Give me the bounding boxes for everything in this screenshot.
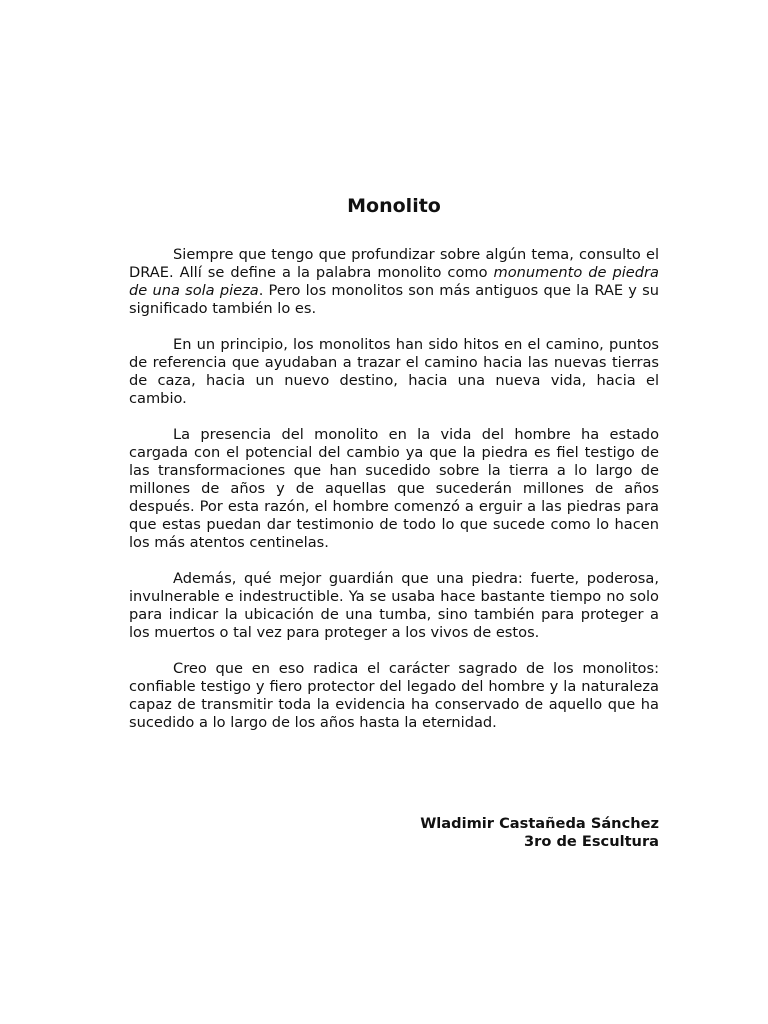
paragraph-4: Además, qué mejor guardián que una piedra: fuerte, poderosa, invulnerable e indestructible. Ya se usaba hace bastante tiempo no solo para indicar la ubicación de una tumba, sino también para proteger a los muertos o tal vez para proteger a los vivos de estos. xyxy=(129,570,659,641)
document-title: Monolito xyxy=(347,195,441,217)
author-role: 3ro de Escultura xyxy=(524,833,659,850)
signature-block xyxy=(420,815,659,851)
document-page xyxy=(129,193,659,850)
paragraph-5: Creo que en eso radica el carácter sagrado de los monolitos: confiable testigo y fiero protector del legado del hombre y la naturaleza capaz de transmitir toda la evidencia ha conservado de aquello que ha sucedido a lo largo de los años hasta la eternidad. xyxy=(129,660,659,731)
paragraph-2: En un principio, los monolitos han sido hitos en el camino, puntos de referencia que ayudaban a trazar el camino hacia las nuevas tierras de caza, hacia un nuevo destino, hacia una nueva vida, hacia el cambio. xyxy=(129,336,659,407)
paragraph-1-text-after: . Pero los monolitos son más antiguos que la RAE y su significado también lo es. xyxy=(129,282,659,317)
paragraph-3: La presencia del monolito en la vida del hombre ha estado cargada con el potencial del cambio ya que la piedra es fiel testigo de las transformaciones que han sucedido sobre la tierra a lo largo de millones de años y de aquellas que sucederán millones de años después. Por esta razón, el hombre comenzó a erguir a las piedras para que estas puedan dar testimonio de todo lo que sucede como lo hacen los más atentos centinelas. xyxy=(129,426,659,551)
paragraph-1 xyxy=(129,246,659,318)
paragraph-1-text-before: Siempre que tengo que profundizar sobre algún tema, consulto el DRAE. Allí se define a la palabra monolito como xyxy=(129,246,659,281)
author-name: Wladimir Castañeda Sánchez xyxy=(420,815,659,832)
paragraph-1-emphasis: monumento de piedra de una sola pieza xyxy=(129,264,659,299)
